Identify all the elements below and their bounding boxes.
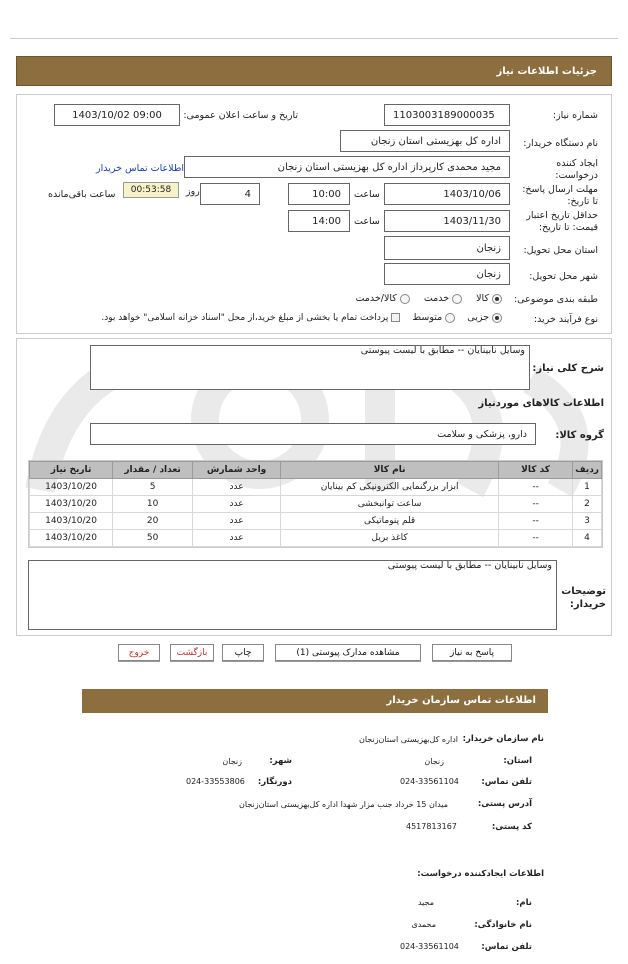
item-date: 1403/10/20 — [30, 496, 113, 513]
process-option-minor[interactable]: جزیی — [467, 312, 502, 323]
item-unit: عدد — [193, 479, 281, 496]
table-row — [30, 513, 602, 530]
column-header: تاریخ نیاز — [30, 462, 113, 479]
radio-selected-icon — [492, 313, 502, 323]
group-field: دارو، پزشکی و سلامت — [90, 423, 536, 445]
contact-postal-label: کد پستی: — [491, 822, 532, 832]
contact-phone-label: تلفن تماس: — [481, 777, 532, 787]
item-name: ابزار بزرگنمایی الکترونیکی کم بینایان — [281, 479, 499, 496]
item-date: 1403/10/20 — [30, 479, 113, 496]
goods-info-title: اطلاعات کالاهای موردنیاز — [478, 398, 604, 409]
creator-phone-label: تلفن تماس: — [481, 942, 532, 952]
creator-name-value: مجید — [417, 898, 434, 907]
province-field: زنجان — [384, 236, 510, 260]
row-index: 3 — [573, 513, 602, 530]
category-option-both[interactable]: کالا/خدمت — [355, 293, 409, 304]
deadline-time-field: 10:00 — [288, 183, 350, 205]
creator-family-label: نام خانوادگی: — [474, 920, 532, 930]
process-label: نوع فرآیند خرید: — [533, 314, 598, 325]
contact-header: اطلاعات تماس سازمان خریدار — [82, 689, 548, 713]
item-qty: 50 — [113, 530, 193, 547]
item-name: ساعت توانبخشی — [281, 496, 499, 513]
item-code: -- — [499, 496, 573, 513]
radio-icon — [445, 313, 455, 323]
item-name: قلم پنوماتیکی — [281, 513, 499, 530]
item-unit: عدد — [193, 530, 281, 547]
validity-time-field: 14:00 — [288, 210, 350, 232]
item-code: -- — [499, 479, 573, 496]
treasury-payment-option[interactable]: پرداخت تمام یا بخشی از مبلغ خرید،از محل "اسناد خزانه اسلامی" خواهد بود. — [101, 312, 400, 323]
buyer-org-label: نام دستگاه خریدار: — [523, 138, 598, 149]
need-number-label: شماره نیاز: — [552, 110, 598, 121]
deadline-label: مهلت ارسال پاسخ: تا تاریخ: — [522, 184, 598, 207]
view-attachments-button[interactable]: مشاهده مدارک پیوستی (1) — [275, 644, 421, 661]
buyer-org-field: اداره کل بهزیستی استان زنجان — [340, 130, 510, 152]
column-header: ردیف — [573, 462, 602, 479]
buyer-notes-textbox: وسایل نابینایان -- مطابق با لیست پیوستی — [28, 560, 557, 630]
announce-datetime-field: 1403/10/02 09:00 — [54, 104, 180, 126]
table-row — [30, 530, 602, 547]
contact-phone-value: 024-33561104 — [400, 777, 459, 786]
table-header-row — [30, 462, 602, 479]
deadline-time-word: ساعت — [354, 189, 380, 200]
contact-city-label: شهر: — [269, 756, 292, 766]
items-table-wrap — [28, 460, 603, 548]
reply-button[interactable]: پاسخ به نیاز — [432, 644, 512, 661]
contact-province-value: زنجان — [424, 757, 444, 766]
item-unit: عدد — [193, 496, 281, 513]
creator-info-title: اطلاعات ایجادکننده درخواست: — [417, 869, 544, 879]
radio-icon — [452, 294, 462, 304]
table-row — [30, 479, 602, 496]
table-row — [30, 496, 602, 513]
city-field: زنجان — [384, 263, 510, 285]
contact-fax-label: دورنگار: — [257, 777, 292, 787]
item-qty: 20 — [113, 513, 193, 530]
category-option-goods[interactable]: کالا — [476, 293, 502, 304]
page-header: جزئیات اطلاعات نیاز — [16, 56, 612, 86]
column-header: تعداد / مقدار — [113, 462, 193, 479]
print-button[interactable]: چاپ — [222, 644, 264, 661]
items-table — [29, 461, 602, 547]
need-number-field: 1103003189000035 — [384, 104, 510, 126]
item-unit: عدد — [193, 513, 281, 530]
row-index: 4 — [573, 530, 602, 547]
contact-org-label: نام سازمان خریدار: — [462, 734, 544, 744]
creator-family-value: محمدی — [411, 920, 436, 929]
days-field: 4 — [200, 183, 260, 205]
contact-address-label: آدرس پستی: — [477, 799, 532, 809]
radio-selected-icon — [492, 294, 502, 304]
remaining-label: ساعت باقی‌مانده — [48, 189, 116, 200]
group-label: گروه کالا: — [555, 430, 604, 441]
countdown-timer: 00:53:58 — [123, 182, 179, 198]
exit-button[interactable]: خروج — [118, 644, 160, 661]
buyer-notes-label: توضیحات خریدار: — [561, 586, 606, 610]
item-code: -- — [499, 530, 573, 547]
category-label: طبقه بندی موضوعی: — [513, 294, 598, 305]
top-divider — [10, 38, 618, 39]
validity-time-word: ساعت — [354, 216, 380, 227]
item-qty: 5 — [113, 479, 193, 496]
contact-postal-value: 4517813167 — [406, 822, 457, 831]
item-date: 1403/10/20 — [30, 513, 113, 530]
summary-label: شرح کلی نیاز: — [532, 363, 604, 374]
column-header: نام کالا — [281, 462, 499, 479]
row-index: 2 — [573, 496, 602, 513]
contact-fax-value: 024-33553806 — [186, 777, 245, 786]
summary-textbox: وسایل نابینایان -- مطابق با لیست پیوستی — [90, 345, 530, 390]
back-button[interactable]: بازگشت — [170, 644, 214, 661]
creator-phone-value: 024-33561104 — [400, 942, 459, 951]
checkbox-icon — [391, 313, 400, 322]
process-option-medium[interactable]: متوسط — [412, 312, 455, 323]
creator-name-label: نام: — [515, 898, 532, 908]
process-radio-group — [101, 312, 502, 323]
day-word: روز — [186, 186, 200, 197]
deadline-date-field: 1403/10/06 — [384, 183, 510, 205]
column-header: کد کالا — [499, 462, 573, 479]
creator-label: ایجاد کننده درخواست: — [555, 158, 598, 181]
contact-city-value: زنجان — [222, 757, 242, 766]
validity-date-field: 1403/11/30 — [384, 210, 510, 232]
contact-address-value: میدان 15 خرداد جنب مزار شهدا اداره کل‌بهزیستی استان‌زنجان — [239, 800, 448, 809]
province-label: استان محل تحویل: — [523, 245, 598, 256]
item-name: کاغذ بریل — [281, 530, 499, 547]
column-header: واحد شمارش — [193, 462, 281, 479]
announce-label: تاریخ و ساعت اعلان عمومی: — [183, 110, 298, 121]
creator-field: مجید محمدی کارپرداز اداره کل بهزیستی استان زنجان — [184, 156, 510, 178]
buyer-contact-link[interactable]: اطلاعات تماس خریدار — [96, 163, 185, 174]
row-index: 1 — [573, 479, 602, 496]
city-label: شهر محل تحویل: — [529, 271, 598, 282]
item-qty: 10 — [113, 496, 193, 513]
radio-icon — [400, 294, 410, 304]
contact-province-label: استان: — [503, 756, 532, 766]
category-radio-group — [355, 293, 502, 304]
contact-org-value: اداره کل‌بهزیستی استان‌زنجان — [358, 735, 458, 744]
validity-label: حداقل تاریخ اعتبار قیمت: تا تاریخ: — [526, 210, 598, 233]
item-code: -- — [499, 513, 573, 530]
category-option-service[interactable]: خدمت — [424, 293, 462, 304]
item-date: 1403/10/20 — [30, 530, 113, 547]
